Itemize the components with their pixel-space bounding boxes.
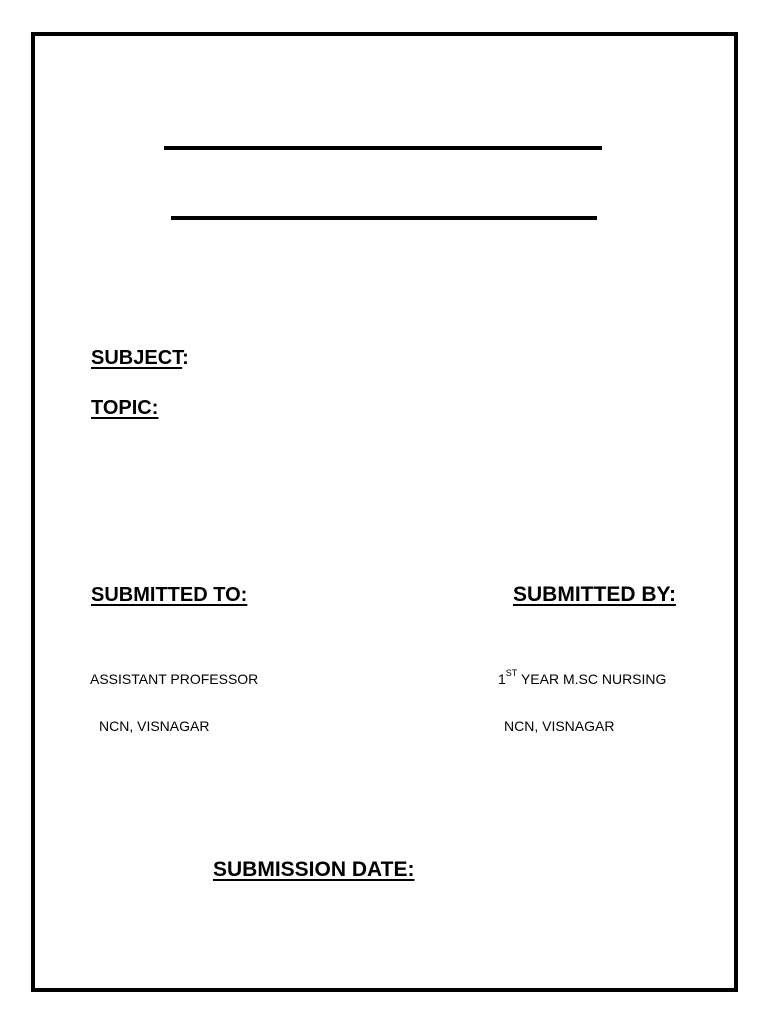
- subject-colon: :: [182, 347, 189, 369]
- submitted-to-line-2: NCN, VISNAGAR: [99, 718, 210, 734]
- title-line-1: [164, 146, 602, 150]
- year-number: 1: [498, 671, 506, 687]
- subject-label: [91, 347, 189, 370]
- submitted-by-line-1: [498, 668, 667, 687]
- subject-label-text: SUBJECT: [91, 347, 183, 369]
- topic-label: TOPIC:: [91, 397, 159, 419]
- year-course: YEAR M.SC NURSING: [517, 671, 667, 687]
- title-line-2: [171, 216, 597, 220]
- submitted-to-heading: SUBMITTED TO:: [91, 584, 248, 606]
- year-suffix: ST: [505, 668, 518, 678]
- submitted-by-line-2: NCN, VISNAGAR: [504, 718, 615, 734]
- page-border: [31, 32, 738, 992]
- submitted-to-line-1: ASSISTANT PROFESSOR: [90, 671, 259, 687]
- submitted-by-heading: SUBMITTED BY:: [513, 583, 676, 606]
- submission-date-label: SUBMISSION DATE:: [213, 858, 415, 881]
